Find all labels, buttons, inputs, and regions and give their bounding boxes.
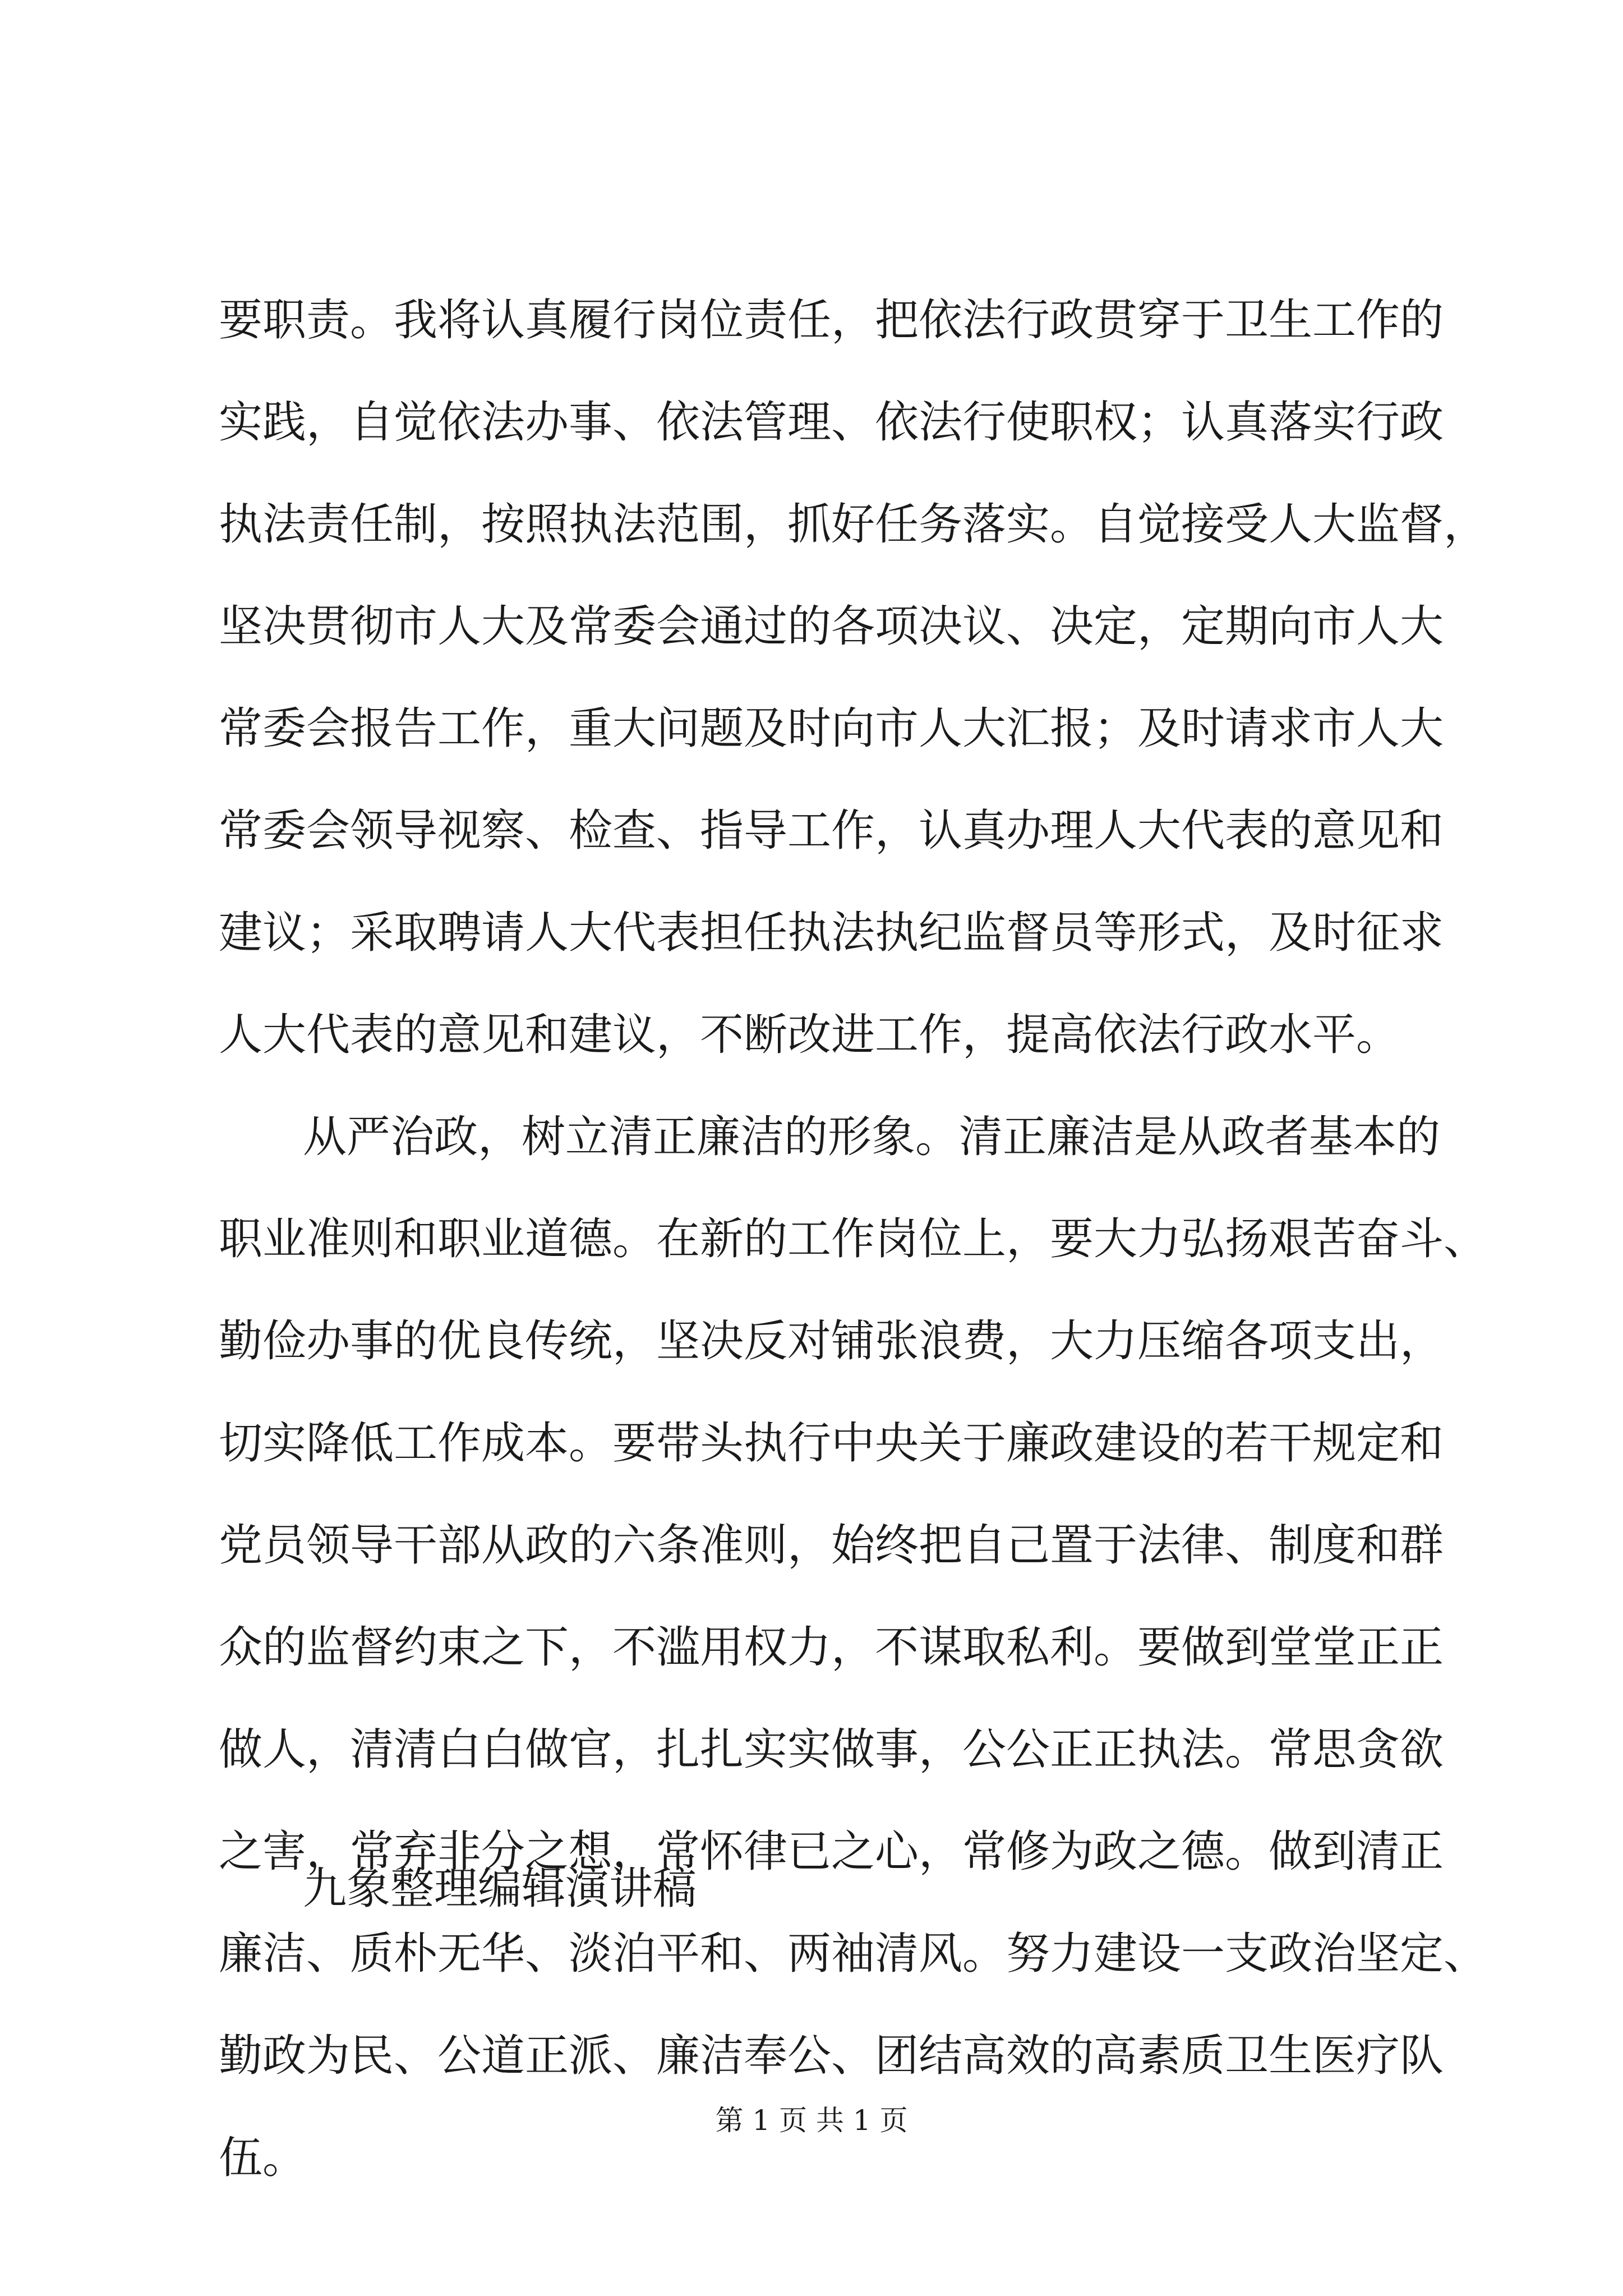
paragraph-1-line: 实践，自觉依法办事、依法管理、依法行使职权；认真落实行政 (219, 397, 1444, 448)
paragraph-1-line: 建议；采取聘请人大代表担任执法执纪监督员等形式，及时征求 (219, 908, 1444, 958)
paragraph-2-line: 切实降低工作成本。要带头执行中央关于廉政建设的若干规定和 (219, 1418, 1444, 1469)
paragraph-2-line: 之害，常弃非分之想，常怀律已之心，常修为政之德。做到清正 (219, 1826, 1444, 1877)
paragraph-1-line: 常委会领导视察、检查、指导工作，认真办理人大代表的意见和 (219, 806, 1444, 856)
paragraph-2-line: 伍。 (219, 2133, 307, 2183)
paragraph-1-line: 要职责。我将认真履行岗位责任，把依法行政贯穿于卫生工作的 (219, 295, 1444, 346)
paragraph-1-line: 坚决贯彻市人大及常委会通过的各项决议、决定，定期向市人大 (219, 601, 1444, 652)
closing-note: 九象整理编辑演讲稿 (303, 1864, 697, 1914)
page-indicator: 第 1 页 共 1 页 (715, 2104, 908, 2137)
paragraph-2-line: 从严治政，树立清正廉洁的形象。清正廉洁是从政者基本的 (303, 1112, 1441, 1162)
paragraph-2-line: 廉洁、质朴无华、淡泊平和、两袖清风。努力建设一支政治坚定、 (219, 1929, 1488, 1979)
paragraph-2-line: 职业准则和职业道德。在新的工作岗位上，要大力弘扬艰苦奋斗、 (219, 1214, 1488, 1264)
paragraph-1-line: 执法责任制，按照执法范围，抓好任务落实。自觉接受人大监督， (219, 499, 1488, 550)
page-footer (0, 2098, 1623, 2143)
paragraph-1-line: 人大代表的意见和建议，不断改进工作，提高依法行政水平。 (219, 1010, 1400, 1060)
paragraph-2-line: 做人，清清白白做官，扎扎实实做事，公公正正执法。常思贪欲 (219, 1724, 1444, 1775)
paragraph-2-line: 党员领导干部从政的六条准则，始终把自己置于法律、制度和群 (219, 1520, 1444, 1571)
paragraph-2-line: 勤俭办事的优良传统，坚决反对铺张浪费，大力压缩各项支出， (219, 1316, 1444, 1366)
paragraph-2-line: 众的监督约束之下，不滥用权力，不谋取私利。要做到堂堂正正 (219, 1622, 1444, 1673)
paragraph-1-line: 常委会报告工作，重大问题及时向市人大汇报；及时请求市人大 (219, 703, 1444, 754)
paragraph-2-line: 勤政为民、公道正派、廉洁奉公、团结高效的高素质卫生医疗队 (219, 2031, 1444, 2081)
